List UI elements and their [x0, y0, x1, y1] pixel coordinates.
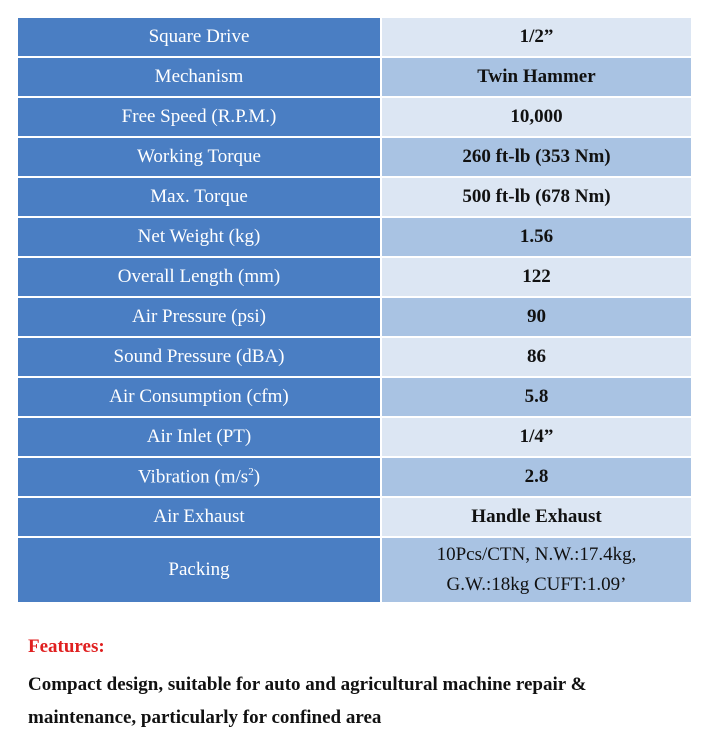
spec-value: Handle Exhaust [381, 497, 691, 537]
spec-label: Free Speed (R.P.M.) [18, 97, 381, 137]
features-text: Compact design, suitable for auto and agricultural machine repair & maintenance, particularly for confined area [28, 674, 587, 728]
vibration-label-close: ) [253, 466, 261, 488]
spec-row [18, 417, 691, 457]
packing-line-1: 10Pcs/CTN, N.W.:17.4kg, [436, 544, 637, 565]
spec-value: 86 [381, 337, 691, 377]
spec-label: Air Pressure (psi) [18, 297, 381, 337]
spec-row [18, 57, 691, 97]
spec-value-packing [381, 537, 691, 603]
spec-label [18, 457, 381, 497]
spec-value: 2.8 [381, 457, 691, 497]
spec-label: Net Weight (kg) [18, 217, 381, 257]
spec-row [18, 177, 691, 217]
spec-row [18, 297, 691, 337]
vibration-label-text: Vibration (m/s [137, 466, 249, 488]
spec-label: Sound Pressure (dBA) [18, 337, 381, 377]
spec-value: 260 ft-lb (353 Nm) [381, 137, 691, 177]
spec-value: 1.56 [381, 217, 691, 257]
spec-row [18, 217, 691, 257]
spec-label: Mechanism [18, 57, 381, 97]
spec-label: Air Exhaust [18, 497, 381, 537]
vibration-label-superscript: 2 [248, 465, 254, 478]
spec-label: Overall Length (mm) [18, 257, 381, 297]
spec-row [18, 97, 691, 137]
features-title: Features: [28, 636, 105, 657]
packing-line-2: G.W.:18kg CUFT:1.09’ [446, 574, 627, 595]
spec-value: 1/4” [381, 417, 691, 457]
spec-row [18, 457, 691, 497]
spec-row [18, 497, 691, 537]
spec-label: Working Torque [18, 137, 381, 177]
spec-row [18, 257, 691, 297]
spec-value: Twin Hammer [381, 57, 691, 97]
spec-value: 122 [381, 257, 691, 297]
spec-label: Square Drive [18, 18, 381, 57]
spec-row [18, 137, 691, 177]
spec-value: 10,000 [381, 97, 691, 137]
spec-value: 5.8 [381, 377, 691, 417]
spec-label: Air Consumption (cfm) [18, 377, 381, 417]
spec-value: 500 ft-lb (678 Nm) [381, 177, 691, 217]
spec-row [18, 377, 691, 417]
spec-table [18, 18, 691, 604]
spec-row-packing [18, 537, 691, 603]
spec-row [18, 337, 691, 377]
spec-label: Packing [18, 537, 381, 603]
spec-label: Air Inlet (PT) [18, 417, 381, 457]
spec-value: 1/2” [381, 18, 691, 57]
spec-row [18, 18, 691, 57]
spec-label: Max. Torque [18, 177, 381, 217]
spec-value: 90 [381, 297, 691, 337]
